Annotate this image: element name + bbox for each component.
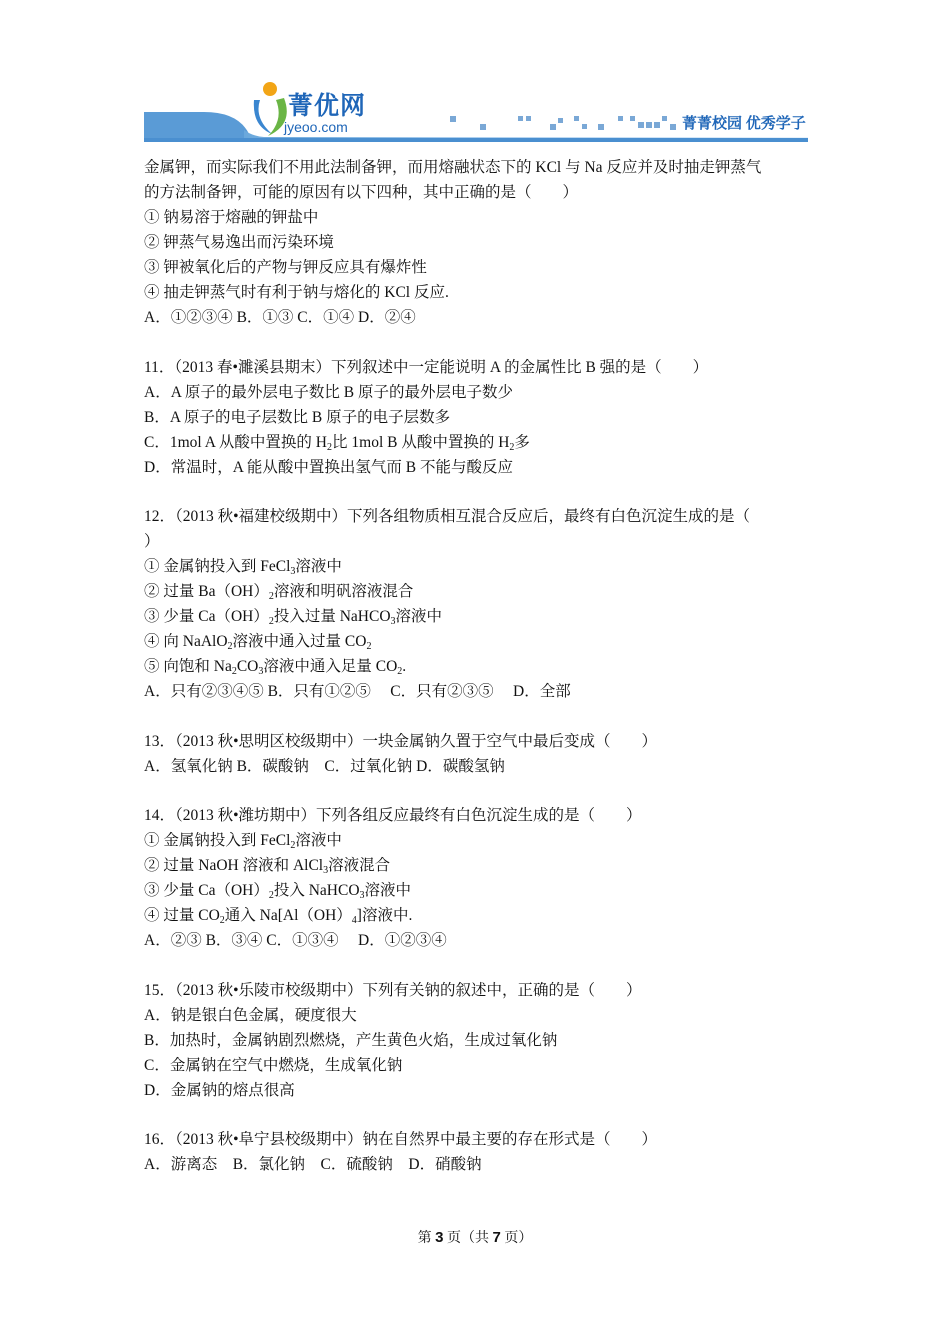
q12-stem-line2: ） <box>144 533 160 550</box>
q15-option-b: B．加热时，金属钠剧烈燃烧，产生黄色火焰，生成过氧化钠 <box>144 1031 558 1049</box>
q12-statement-5: ⑤ 向饱和 $Na_2CO_3$溶液中通入足量 $CO_2$. <box>144 658 407 677</box>
q14-statement-4: ④ 过量 $CO_2$通入 $Na[Al(OH)_4]$溶液中. <box>144 907 413 926</box>
header-banner-graphic <box>144 78 808 144</box>
q15-option-d: D．金属钠的熔点很高 <box>144 1081 295 1099</box>
q12-statement-2: ② 过量 $Ba(OH)_2$溶液和明矾溶液混合 <box>144 583 414 602</box>
q12-options: A．只有②③④⑤ B．只有①②⑤ C．只有②③⑤ D．全部 <box>144 683 571 700</box>
q10-options: A．①②③④ B．①③ C．①④ D．②④ <box>144 309 416 326</box>
q10-stem-line2: 的方法制备钾，可能的原因有以下四种，其中正确的是（ ） <box>144 184 579 201</box>
q14-statement-3: ③ 少量 $Ca(OH)_2$投入 NaHCO$_3$溶液中 <box>144 882 412 901</box>
q13-options: A．氢氧化钠 B．碳酸钠 C．过氧化钠 D．碳酸氢钠 <box>144 757 505 775</box>
page-footer: 第 3 页（共 7 页） <box>417 1229 533 1246</box>
q10-statement-4: ④ 抽走钾蒸气时有利于钠与熔化的 KCl 反应. <box>144 284 449 301</box>
q15-stem: 15．（2013 秋•乐陵市校级期中）下列有关钠的叙述中，正确的是（ ） <box>144 981 642 999</box>
q12-statement-1: ① 金属钠投入到 FeCl$_3$溶液中 <box>144 558 342 577</box>
q15-option-c: C．金属钠在空气中燃烧，生成氧化钠 <box>144 1056 403 1074</box>
header-slogan: 菁菁校园 优秀学子 <box>682 116 806 132</box>
q13-stem: 13．（2013 秋•思明区校级期中）一块金属钠久置于空气中最后变成（ ） <box>144 732 658 750</box>
q10-statement-2: ② 钾蒸气易逸出而污染环境 <box>144 234 334 251</box>
q11-stem: 11．（2013 春•濉溪县期末）下列叙述中一定能说明 A 的金属性比 B 强的是（ ） <box>144 358 709 376</box>
logo-text: 菁优网 <box>288 91 367 120</box>
q14-options: A．②③ B．③④ C．①③④ D．①②③④ <box>144 932 447 949</box>
q12-stem-line1: 12．（2013 秋•福建校级期中）下列各组物质相互混合反应后，最终有白色沉淀生成的是（ <box>144 508 751 525</box>
q12-statement-4: ④ 向 NaAlO$_2$溶液中通入过量 $CO_2$ <box>144 633 372 652</box>
page-header <box>144 78 808 144</box>
logo-domain: jyeoo.com <box>284 119 348 135</box>
decorative-squares-icon <box>450 116 676 130</box>
q14-stem: 14．（2013 秋•潍坊期中）下列各组反应最终有白色沉淀生成的是（ ） <box>144 807 642 824</box>
q14-statement-1: ① 金属钠投入到 FeCl$_2$溶液中 <box>144 832 342 851</box>
q11-option-d: D．常温时，A 能从酸中置换出氢气而 B 不能与酸反应 <box>144 458 513 476</box>
q11-option-c: C．1mol A 从酸中置换的 $H_2$比 1mol B 从酸中置换的 $H_2$多 <box>144 433 530 453</box>
q12-statement-3: ③ 少量 $Ca(OH)_2$投入过量 NaHCO$_3$溶液中 <box>144 608 443 627</box>
q15-option-a: A．钠是银白色金属，硬度很大 <box>144 1006 357 1024</box>
q14-statement-2: ② 过量 NaOH 溶液和 AlCl$_3$溶液混合 <box>144 857 391 876</box>
total-page-count: 7 <box>492 1229 501 1246</box>
q10-statement-1: ① 钠易溶于熔融的钾盐中 <box>144 209 319 226</box>
q11-option-a: A．A 原子的最外层电子数比 B 原子的最外层电子数少 <box>144 383 513 401</box>
q10-stem-line1: 金属钾，而实际我们不用此法制备钾，而用熔融状态下的 KCl 与 Na 反应并及时抽走钾蒸气 <box>144 159 762 176</box>
q16-stem: 16．（2013 秋•阜宁县校级期中）钠在自然界中最主要的存在形式是（ ） <box>144 1131 658 1148</box>
current-page-number: 3 <box>435 1229 444 1246</box>
q10-statement-3: ③ 钾被氧化后的产物与钾反应具有爆炸性 <box>144 259 427 276</box>
question-list <box>144 155 814 1177</box>
logo-icon <box>254 82 287 136</box>
q16-options: A．游离态 B．氯化钠 C．硫酸钠 D．硝酸钠 <box>144 1156 482 1173</box>
q11-option-b: B．A 原子的电子层数比 B 原子的电子层数多 <box>144 408 451 426</box>
